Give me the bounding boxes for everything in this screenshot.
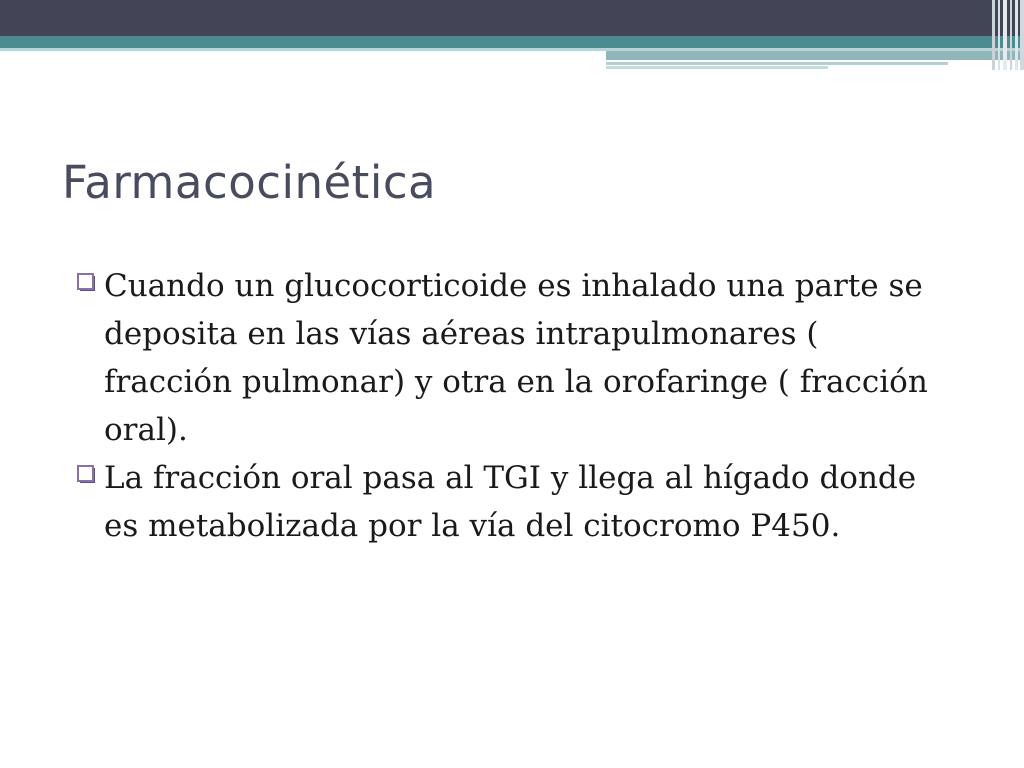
checkbox-square-icon	[76, 464, 98, 486]
header-vertical-stripe	[1003, 0, 1007, 70]
slide-title: Farmacocinética	[62, 156, 437, 209]
header-banner-tab	[606, 51, 1024, 60]
checkbox-square-icon	[76, 272, 98, 294]
header-vertical-stripe	[1010, 0, 1012, 70]
header-banner-teal	[0, 36, 1024, 48]
bullet-text: Cuando un glucocorticoide es inhalado una parte se deposita en las vías aéreas intrapulmonares ( fracción pulmonar) y otra en la orofaringe ( fracción oral).	[104, 268, 928, 448]
header-vertical-stripe	[1015, 0, 1018, 70]
header-vertical-stripe	[1020, 0, 1024, 70]
bullet-text: La fracción oral pasa al TGI y llega al hígado donde es metabolizada por la vía del citocromo P450.	[104, 460, 917, 544]
header-vertical-stripe	[992, 0, 995, 70]
header-accent-line	[606, 66, 828, 69]
bullet-list	[76, 262, 956, 550]
header-vertical-stripe	[998, 0, 1000, 70]
bullet-item	[76, 454, 956, 550]
header-banner-dark	[0, 0, 1024, 36]
header-accent-line	[606, 62, 948, 65]
bullet-item	[76, 262, 956, 454]
